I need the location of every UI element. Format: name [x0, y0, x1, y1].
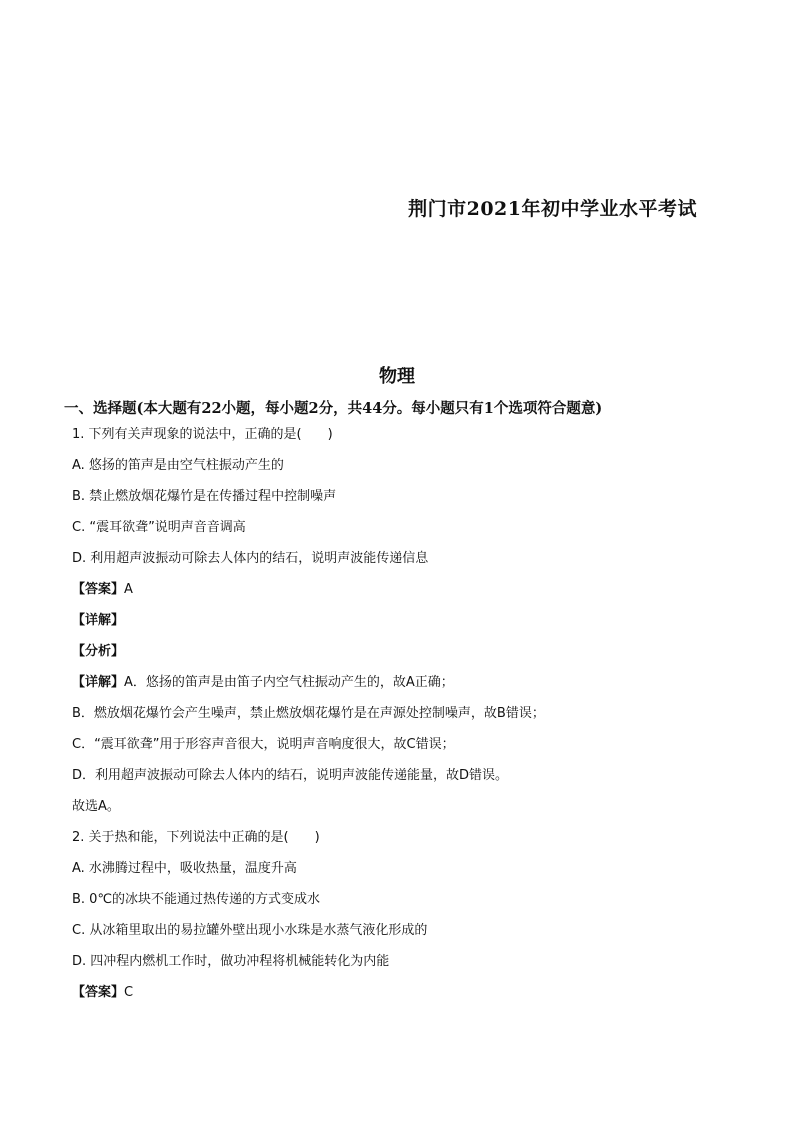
- text-line: D. 四冲程内燃机工作时，做功冲程将机械能转化为内能: [72, 954, 390, 969]
- tag-text: A．悠扬的笛声是由笛子内空气柱振动产生的，故A正确；: [124, 675, 454, 690]
- answer-line: [72, 581, 732, 612]
- text-line: B. 0℃的冰块不能通过热传递的方式变成水: [72, 892, 321, 907]
- answer-line: [72, 674, 732, 705]
- exam-title: 荆门市2021年初中学业水平考试: [408, 198, 697, 220]
- text-line: D. 利用超声波振动可除去人体内的结石，说明声波能传递信息: [72, 551, 429, 566]
- text-line: 故选A。: [72, 799, 120, 814]
- text-line: B．燃放烟花爆竹会产生噪声，禁止燃放烟花爆竹是在声源处控制噪声，故B错误；: [72, 706, 545, 721]
- section-header: 一、选择题(本大题有22小题，每小题2分，共44分。每小题只有1个选项符合题意): [64, 400, 603, 417]
- text-line: A. 悠扬的笛声是由空气柱振动产生的: [72, 458, 284, 473]
- text-line: C. “震耳欲聋”说明声音音调高: [72, 520, 246, 535]
- answer-line: [72, 984, 732, 1015]
- text-line: D．利用超声波振动可除去人体内的结石，说明声波能传递能量，故D错误。: [72, 768, 509, 783]
- tag-text: A: [124, 582, 133, 597]
- text-line: 1. 下列有关声现象的说法中，正确的是( ): [72, 427, 333, 442]
- text-line: C．“震耳欲聋”用于形容声音很大，说明声音响度很大，故C错误；: [72, 737, 455, 752]
- question-body: [72, 426, 732, 1015]
- subject-heading: 物理: [379, 366, 415, 387]
- answer-line: [72, 612, 732, 643]
- text-line: B. 禁止燃放烟花爆竹是在传播过程中控制噪声: [72, 489, 337, 504]
- section-tag: 【答案】: [72, 985, 125, 1000]
- tag-text: C: [124, 985, 134, 1000]
- section-tag: 【详解】: [72, 613, 125, 628]
- section-tag: 【分析】: [72, 644, 125, 659]
- section-tag: 【答案】: [72, 582, 125, 597]
- text-line: C. 从冰箱里取出的易拉罐外壁出现小水珠是水蒸气液化形成的: [72, 923, 428, 938]
- section-tag: 【详解】: [72, 675, 125, 690]
- text-line: 2. 关于热和能，下列说法中正确的是( ): [72, 830, 320, 845]
- text-line: A. 水沸腾过程中，吸收热量，温度升高: [72, 861, 297, 876]
- answer-line: [72, 643, 732, 674]
